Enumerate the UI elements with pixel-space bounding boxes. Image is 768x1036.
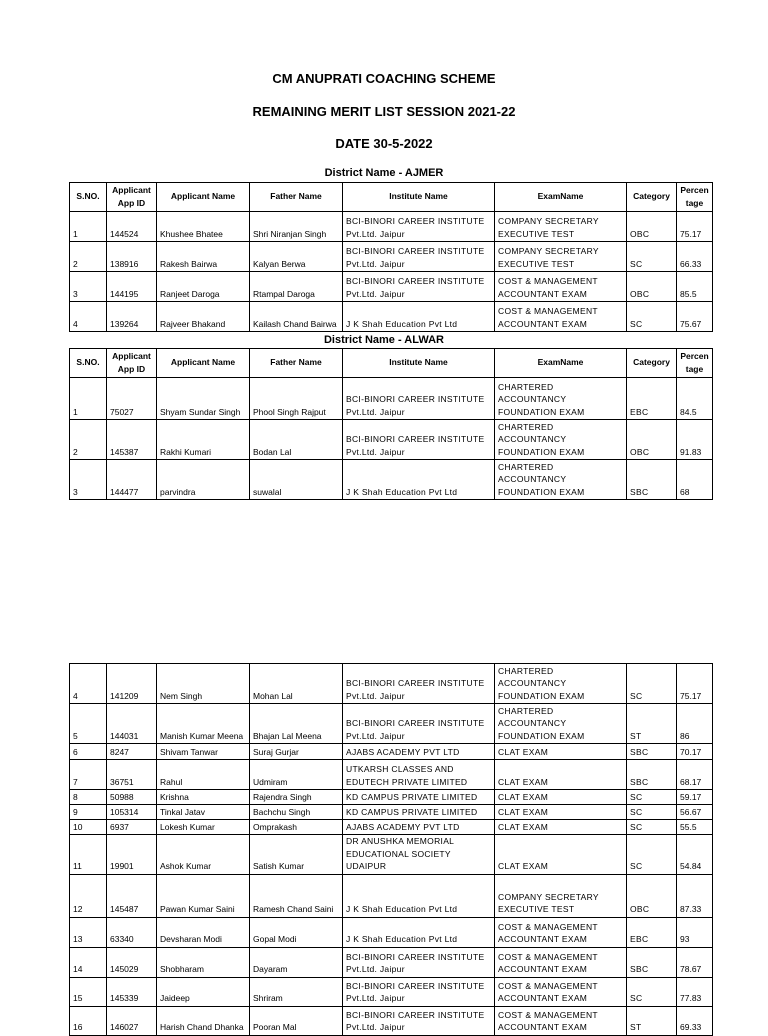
document-subtitle: REMAINING MERIT LIST SESSION 2021-22 [252,104,516,119]
cell-applicant-name: parvindra [157,460,250,500]
cell-exam-name: CHARTERED ACCOUNTANCY FOUNDATION EXAM [495,460,627,500]
cell-sno: 13 [70,917,107,947]
table-row [70,790,713,805]
column-header-exam-name: ExamName [495,349,627,378]
cell-sno: 3 [70,272,107,302]
cell-father-name: Bhajan Lal Meena [250,704,343,744]
cell-sno: 2 [70,242,107,272]
cell-percentage: 85.5 [677,272,713,302]
cell-institute-name: BCI-BINORI CAREER INSTITUTE Pvt.Ltd. Jaipur [343,212,495,242]
cell-exam-name: CLAT EXAM [495,820,627,835]
cell-institute-name: AJABS ACADEMY PVT LTD [343,820,495,835]
cell-percentage: 56.67 [677,805,713,820]
cell-institute-name: UTKARSH CLASSES AND EDUTECH PRIVATE LIMITED [343,760,495,790]
cell-institute-name: BCI-BINORI CAREER INSTITUTE Pvt.Ltd. Jaipur [343,242,495,272]
cell-category: ST [627,704,677,744]
cell-app-id: 144477 [107,460,157,500]
cell-percentage: 87.33 [677,874,713,917]
cell-app-id: 141209 [107,664,157,704]
cell-percentage: 77.83 [677,977,713,1006]
cell-applicant-name: Lokesh Kumar [157,820,250,835]
cell-institute-name: AJABS ACADEMY PVT LTD [343,744,495,760]
cell-exam-name: COST & MANAGEMENT ACCOUNTANT EXAM [495,917,627,947]
cell-exam-name: CHARTERED ACCOUNTANCY FOUNDATION EXAM [495,664,627,704]
table-row [70,1006,713,1035]
cell-category: SBC [627,744,677,760]
cell-exam-name: CHARTERED ACCOUNTANCY FOUNDATION EXAM [495,378,627,420]
cell-percentage: 59.17 [677,790,713,805]
cell-applicant-name: Shivam Tanwar [157,744,250,760]
cell-category: OBC [627,420,677,460]
table-row [70,242,713,272]
cell-father-name: Kalyan Berwa [250,242,343,272]
table-row [70,420,713,460]
cell-institute-name: J K Shah Education Pvt Ltd [343,917,495,947]
column-header-institute-name: Institute Name [343,349,495,378]
cell-exam-name: CLAT EXAM [495,760,627,790]
cell-father-name: Kailash Chand Bairwa [250,302,343,332]
cell-exam-name: COMPANY SECRETARY EXECUTIVE TEST [495,874,627,917]
table-row [70,917,713,947]
column-header-category: Category [627,349,677,378]
table-row [70,977,713,1006]
cell-sno: 1 [70,212,107,242]
table-row [70,874,713,917]
cell-exam-name: COST & MANAGEMENT ACCOUNTANT EXAM [495,272,627,302]
column-header-father-name: Father Name [250,183,343,212]
cell-institute-name: BCI-BINORI CAREER INSTITUTE Pvt.Ltd. Jaipur [343,947,495,977]
cell-applicant-name: Tinkal Jatav [157,805,250,820]
cell-percentage: 68 [677,460,713,500]
table-row [70,805,713,820]
table-row [70,212,713,242]
cell-exam-name: COST & MANAGEMENT ACCOUNTANT EXAM [495,302,627,332]
cell-institute-name: J K Shah Education Pvt Ltd [343,460,495,500]
cell-sno: 15 [70,977,107,1006]
cell-percentage: 55.5 [677,820,713,835]
column-header-category: Category [627,183,677,212]
district-heading-ajmer: District Name - AJMER [324,167,444,179]
cell-sno: 2 [70,420,107,460]
cell-applicant-name: Harish Chand Dhanka [157,1006,250,1035]
cell-exam-name: COST & MANAGEMENT ACCOUNTANT EXAM [495,1006,627,1035]
cell-applicant-name: Shobharam [157,947,250,977]
cell-app-id: 8247 [107,744,157,760]
cell-sno: 4 [70,664,107,704]
table-row [70,704,713,744]
cell-institute-name: KD CAMPUS PRIVATE LIMITED [343,805,495,820]
column-header-exam-name: ExamName [495,183,627,212]
cell-father-name: Omprakash [250,820,343,835]
document-date: DATE 30-5-2022 [335,136,433,151]
table-row [70,302,713,332]
cell-category: SC [627,835,677,875]
cell-exam-name: COMPANY SECRETARY EXECUTIVE TEST [495,212,627,242]
cell-exam-name: CLAT EXAM [495,805,627,820]
cell-institute-name: BCI-BINORI CAREER INSTITUTE Pvt.Ltd. Jaipur [343,1006,495,1035]
cell-exam-name: CHARTERED ACCOUNTANCY FOUNDATION EXAM [495,420,627,460]
cell-percentage: 75.17 [677,664,713,704]
cell-category: SC [627,242,677,272]
cell-category: SC [627,302,677,332]
cell-category: OBC [627,874,677,917]
cell-father-name: Shriram [250,977,343,1006]
cell-applicant-name: Rakesh Bairwa [157,242,250,272]
cell-exam-name: CLAT EXAM [495,835,627,875]
cell-percentage: 84.5 [677,378,713,420]
cell-app-id: 144524 [107,212,157,242]
cell-father-name: Dayaram [250,947,343,977]
cell-percentage: 75.67 [677,302,713,332]
cell-institute-name: BCI-BINORI CAREER INSTITUTE Pvt.Ltd. Jaipur [343,420,495,460]
merit-table-continuation [69,663,713,1036]
cell-app-id: 6937 [107,820,157,835]
cell-institute-name: DR ANUSHKA MEMORIAL EDUCATIONAL SOCIETY UDAIPUR [343,835,495,875]
cell-sno: 7 [70,760,107,790]
cell-applicant-name: Shyam Sundar Singh [157,378,250,420]
cell-percentage: 54.84 [677,835,713,875]
cell-sno: 10 [70,820,107,835]
cell-applicant-name: Krishna [157,790,250,805]
cell-app-id: 145339 [107,977,157,1006]
column-header-percentage: Percen tage [677,349,713,378]
table-row [70,378,713,420]
cell-applicant-name: Rahul [157,760,250,790]
cell-app-id: 145029 [107,947,157,977]
cell-exam-name: CLAT EXAM [495,744,627,760]
cell-sno: 12 [70,874,107,917]
cell-father-name: Ramesh Chand Saini [250,874,343,917]
cell-sno: 11 [70,835,107,875]
cell-institute-name: BCI-BINORI CAREER INSTITUTE Pvt.Ltd. Jaipur [343,977,495,1006]
cell-exam-name: CLAT EXAM [495,790,627,805]
cell-app-id: 144195 [107,272,157,302]
cell-category: OBC [627,212,677,242]
cell-father-name: Mohan Lal [250,664,343,704]
cell-father-name: Phool Singh Rajput [250,378,343,420]
cell-institute-name: J K Shah Education Pvt Ltd [343,874,495,917]
cell-category: OBC [627,272,677,302]
cell-father-name: Satish Kumar [250,835,343,875]
cell-father-name: Bachchu Singh [250,805,343,820]
table-row [70,835,713,875]
cell-father-name: suwalal [250,460,343,500]
cell-father-name: Shri Niranjan Singh [250,212,343,242]
cell-app-id: 145387 [107,420,157,460]
column-header-app-id: Applicant App ID [107,349,157,378]
cell-father-name: Udmiram [250,760,343,790]
merit-table-alwar [69,348,713,500]
cell-percentage: 86 [677,704,713,744]
cell-father-name: Pooran Mal [250,1006,343,1035]
cell-institute-name: BCI-BINORI CAREER INSTITUTE Pvt.Ltd. Jaipur [343,664,495,704]
cell-applicant-name: Jaideep [157,977,250,1006]
cell-category: ST [627,1006,677,1035]
document-title: CM ANUPRATI COACHING SCHEME [272,71,496,86]
table-row [70,760,713,790]
cell-institute-name: BCI-BINORI CAREER INSTITUTE Pvt.Ltd. Jaipur [343,704,495,744]
cell-exam-name: COST & MANAGEMENT ACCOUNTANT EXAM [495,977,627,1006]
cell-app-id: 138916 [107,242,157,272]
cell-app-id: 144031 [107,704,157,744]
cell-category: SC [627,790,677,805]
cell-category: SC [627,820,677,835]
table-row [70,664,713,704]
cell-percentage: 68.17 [677,760,713,790]
cell-app-id: 139264 [107,302,157,332]
column-header-applicant-name: Applicant Name [157,349,250,378]
cell-percentage: 78.67 [677,947,713,977]
cell-applicant-name: Nem Singh [157,664,250,704]
column-header-sno: S.NO. [70,349,107,378]
table-row [70,272,713,302]
cell-category: SC [627,664,677,704]
cell-applicant-name: Devsharan Modi [157,917,250,947]
cell-category: SBC [627,760,677,790]
cell-sno: 6 [70,744,107,760]
cell-applicant-name: Pawan Kumar Saini [157,874,250,917]
cell-institute-name: BCI-BINORI CAREER INSTITUTE Pvt.Ltd. Jaipur [343,272,495,302]
cell-exam-name: CHARTERED ACCOUNTANCY FOUNDATION EXAM [495,704,627,744]
column-header-father-name: Father Name [250,349,343,378]
table-row [70,744,713,760]
table-row [70,820,713,835]
cell-app-id: 63340 [107,917,157,947]
cell-app-id: 105314 [107,805,157,820]
cell-app-id: 146027 [107,1006,157,1035]
cell-percentage: 69.33 [677,1006,713,1035]
cell-category: SC [627,977,677,1006]
cell-institute-name: J K Shah Education Pvt Ltd [343,302,495,332]
merit-table-ajmer [69,182,713,332]
cell-sno: 1 [70,378,107,420]
cell-sno: 9 [70,805,107,820]
cell-sno: 5 [70,704,107,744]
table-row [70,947,713,977]
cell-sno: 16 [70,1006,107,1035]
cell-category: EBC [627,917,677,947]
cell-applicant-name: Rajveer Bhakand [157,302,250,332]
table-row [70,460,713,500]
cell-category: SBC [627,947,677,977]
table-header-row [70,183,713,212]
cell-percentage: 75.17 [677,212,713,242]
cell-percentage: 70.17 [677,744,713,760]
cell-category: SC [627,805,677,820]
column-header-applicant-name: Applicant Name [157,183,250,212]
cell-father-name: Suraj Gurjar [250,744,343,760]
cell-app-id: 145487 [107,874,157,917]
column-header-percentage: Percen tage [677,183,713,212]
cell-category: SBC [627,460,677,500]
cell-father-name: Gopal Modi [250,917,343,947]
cell-applicant-name: Khushee Bhatee [157,212,250,242]
column-header-sno: S.NO. [70,183,107,212]
cell-app-id: 36751 [107,760,157,790]
cell-exam-name: COST & MANAGEMENT ACCOUNTANT EXAM [495,947,627,977]
cell-sno: 8 [70,790,107,805]
cell-applicant-name: Manish Kumar Meena [157,704,250,744]
cell-sno: 14 [70,947,107,977]
cell-institute-name: BCI-BINORI CAREER INSTITUTE Pvt.Ltd. Jaipur [343,378,495,420]
cell-applicant-name: Ranjeet Daroga [157,272,250,302]
cell-father-name: Rtampal Daroga [250,272,343,302]
column-header-app-id: Applicant App ID [107,183,157,212]
table-header-row [70,349,713,378]
district-heading-alwar: District Name - ALWAR [323,334,444,346]
cell-percentage: 93 [677,917,713,947]
cell-applicant-name: Ashok Kumar [157,835,250,875]
cell-institute-name: KD CAMPUS PRIVATE LIMITED [343,790,495,805]
cell-applicant-name: Rakhi Kumari [157,420,250,460]
column-header-institute-name: Institute Name [343,183,495,212]
cell-category: EBC [627,378,677,420]
cell-sno: 4 [70,302,107,332]
cell-father-name: Bodan Lal [250,420,343,460]
cell-sno: 3 [70,460,107,500]
cell-app-id: 19901 [107,835,157,875]
cell-exam-name: COMPANY SECRETARY EXECUTIVE TEST [495,242,627,272]
cell-father-name: Rajendra Singh [250,790,343,805]
cell-percentage: 91.83 [677,420,713,460]
cell-app-id: 75027 [107,378,157,420]
cell-percentage: 66.33 [677,242,713,272]
cell-app-id: 50988 [107,790,157,805]
